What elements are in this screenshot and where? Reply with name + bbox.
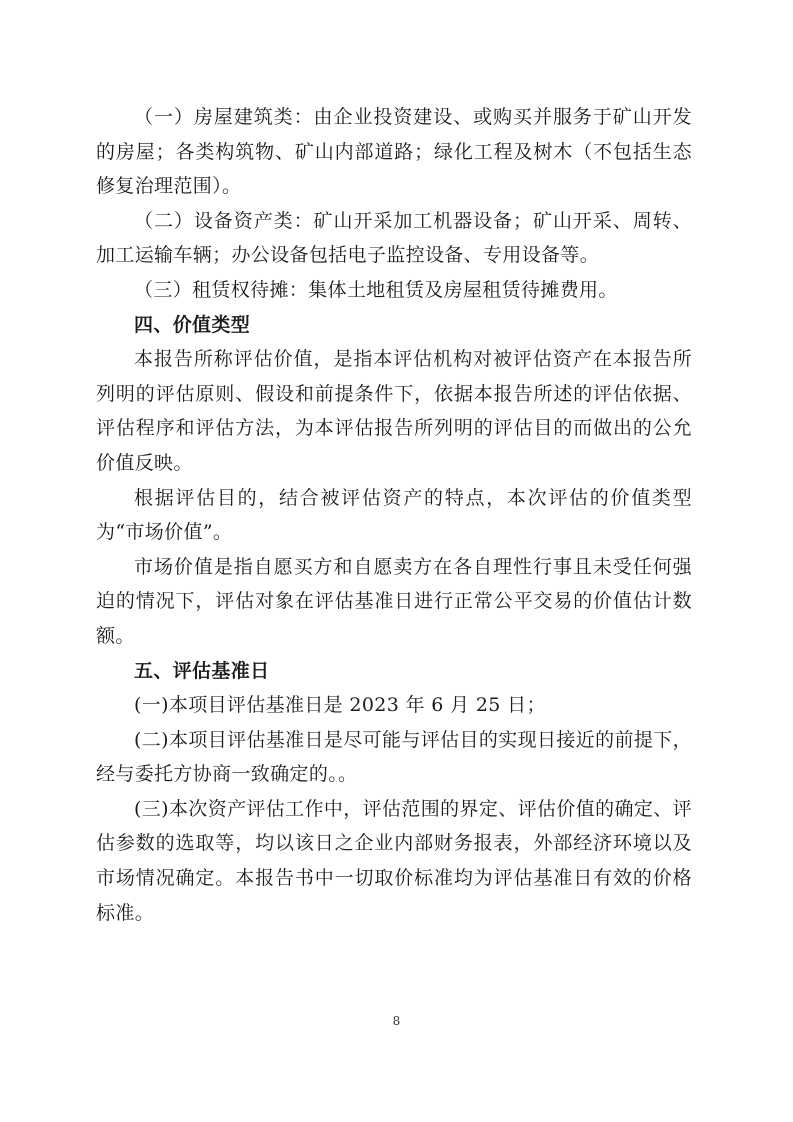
paragraph-date-item-1: (一)本项目评估基准日是 2023 年 6 月 25 日； — [134, 694, 546, 717]
section-heading-value-type: 四、价值类型 — [134, 313, 251, 336]
paragraph-value-type: 根据评估目的，结合被评估资产的特点，本次评估的价值类型为“市场价值”。 — [96, 486, 692, 544]
paragraph-date-item-3: (三)本次资产评估工作中，评估范围的界定、评估价值的确定、评估参数的选取等，均以该日之企业内部财务报表，外部经济环境以及市场情况确定。本报告书中一切取价标准均为评估基准日有效的价格标准。 — [96, 797, 692, 924]
section-heading-valuation-date: 五、评估基准日 — [134, 659, 270, 682]
paragraph-building-category: （一）房屋建筑类：由企业投资建设、或购买并服务于矿山开发的房屋；各类构筑物、矿山内部道路；绿化工程及树木（不包括生态修复治理范围）。 — [96, 106, 692, 198]
page-body — [96, 100, 692, 930]
paragraph-equipment-category: （二）设备资产类：矿山开采加工机器设备；矿山开采、周转、加工运输车辆；办公设备包括电子监控设备、专用设备等。 — [96, 209, 692, 267]
paragraph-lease-amortization: （三）租赁权待摊：集体土地租赁及房屋租赁待摊费用。 — [134, 278, 618, 301]
page-number: 8 — [392, 1014, 401, 1028]
paragraph-date-item-2: (二)本项目评估基准日是尽可能与评估目的实现日接近的前提下，经与委托方协商一致确定的。。 — [96, 728, 692, 786]
paragraph-market-value: 市场价值是指自愿买方和自愿卖方在各自理性行事且未受任何强迫的情况下，评估对象在评估基准日进行正常公平交易的价值估计数额。 — [96, 555, 692, 647]
paragraph-value-definition: 本报告所称评估价值，是指本评估机构对被评估资产在本报告所列明的评估原则、假设和前提条件下，依据本报告所述的评估依据、评估程序和评估方法，为本评估报告所列明的评估目的而做出的公允价值反映。 — [96, 348, 692, 474]
